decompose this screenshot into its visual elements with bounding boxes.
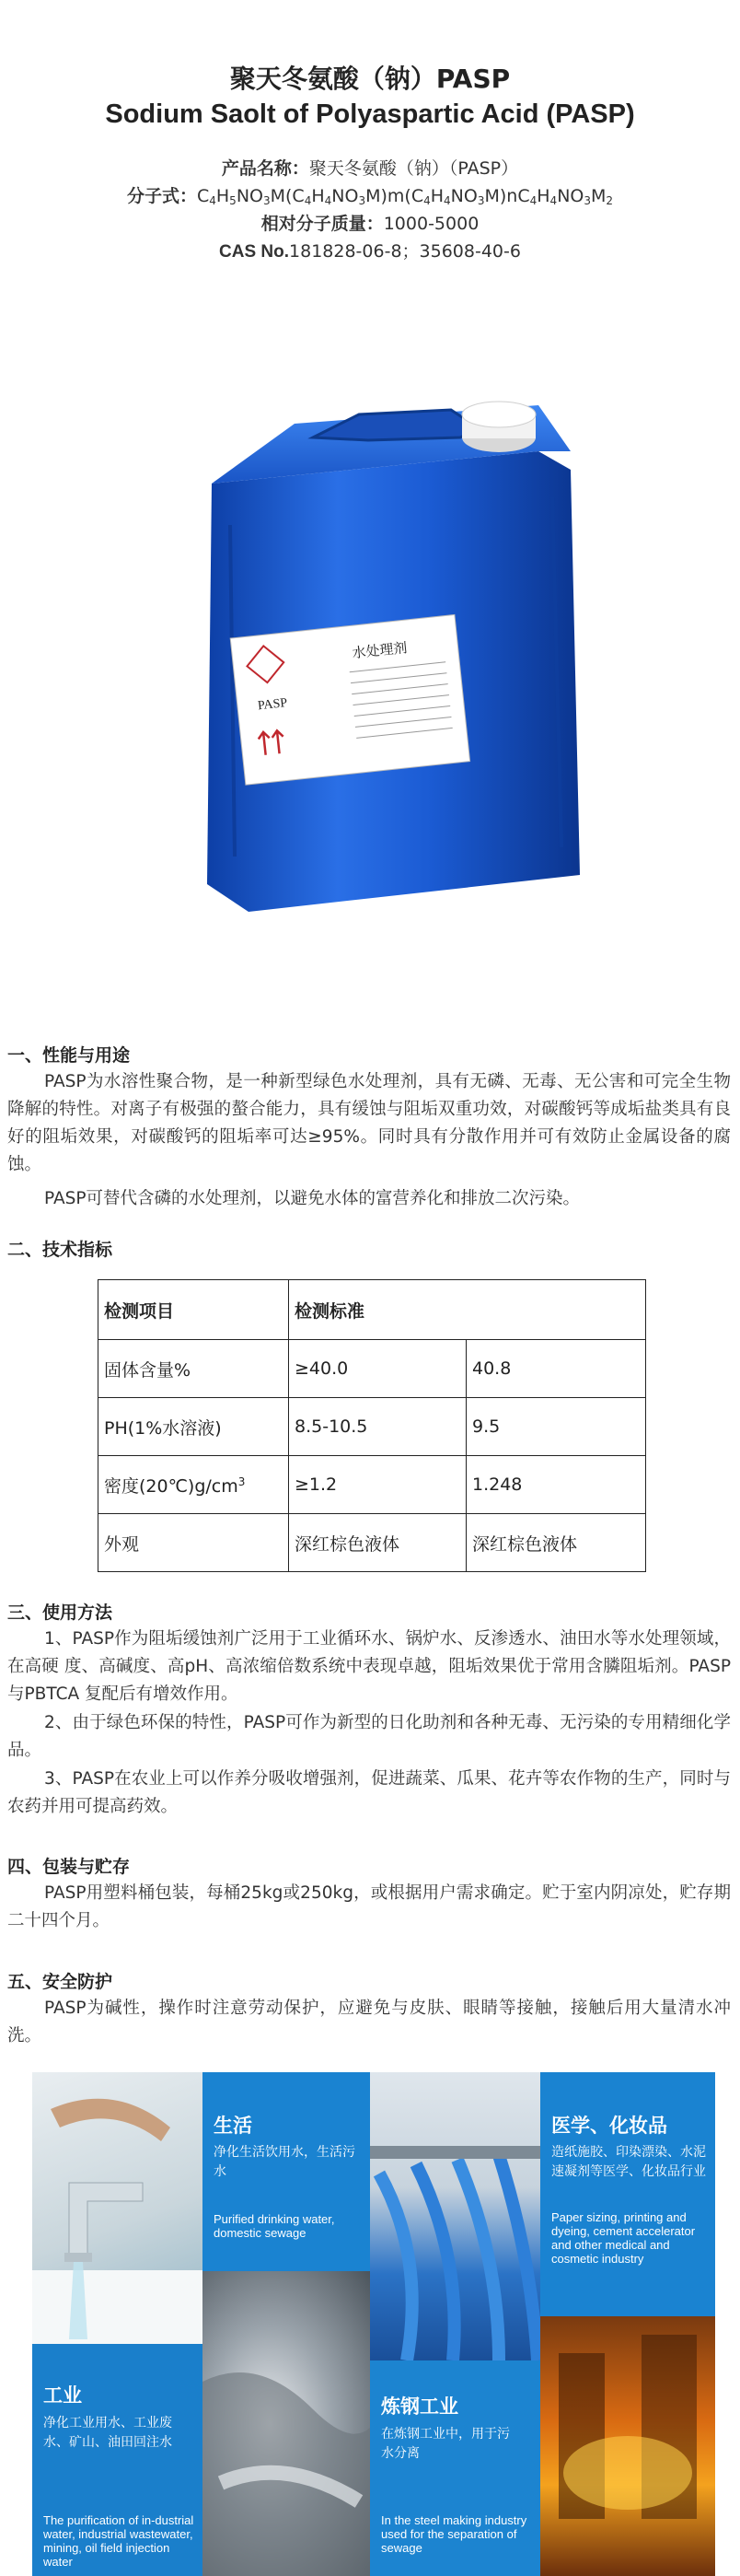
- section-title-usage: 三、使用方法: [7, 1603, 113, 1623]
- cas-value: 181828-06-8；35608-40-6: [289, 241, 521, 262]
- molecular-weight-line: [0, 210, 740, 235]
- industry-title: 工业: [43, 2384, 82, 2407]
- medical-cn-text: 造纸施胶、印染漂染、水泥速凝剂等医学、化妆品行业: [551, 2145, 706, 2179]
- cell-item: 外观: [98, 1514, 289, 1572]
- faucet-photo: [32, 2072, 202, 2344]
- formula-part: H: [311, 186, 325, 206]
- formula-subscript: 4: [304, 194, 312, 207]
- packaging-paragraph: [7, 1880, 731, 1935]
- formula-subscript: 4: [444, 194, 451, 207]
- faucet-illustration: [32, 2072, 202, 2344]
- formula-part: H: [430, 186, 445, 206]
- packaging-text: PASP用塑料桶包装，每桶25kg或250kg，或根据用户需求确定。贮于室内阴凉处，贮存期二十四个月。: [7, 1883, 731, 1930]
- steel-en-text: In the steel making industry used for the separation of sewage: [381, 2513, 527, 2555]
- formula-value: [197, 186, 613, 206]
- molecular-weight-value: 1000-5000: [383, 214, 480, 234]
- industry-cn-text: 净化工业用水、工业废水、矿山、油田回注水: [43, 2416, 172, 2450]
- formula-subscript: 4: [324, 194, 332, 207]
- drum-label: [230, 614, 469, 785]
- usage-paragraph-2: [7, 1709, 731, 1765]
- formula-part: H: [215, 186, 230, 206]
- spec-table-header: [98, 1280, 646, 1340]
- table-row: [98, 1340, 646, 1398]
- label-brand: PASP: [257, 696, 288, 714]
- usage-text-2: 2、由于绿色环保的特性，PASP可作为新型的日化助剂和各种无毒、无污染的专用精细化学品。: [7, 1713, 731, 1760]
- cell-result: 9.5: [467, 1398, 646, 1456]
- life-tile: [202, 2072, 370, 2271]
- formula-part: C: [196, 186, 210, 206]
- formula-subscript: 3: [477, 194, 485, 207]
- dyeing-photo: [370, 2072, 540, 2360]
- page-title-en: Sodium Saolt of Polyaspartic Acid (PASP): [105, 99, 635, 129]
- usage-text-3: 3、PASP在农业上可以作养分吸收增强剂，促进蔬菜、瓜果、花卉等农作物的生产，同时与农药并用可提高药效。: [7, 1769, 731, 1816]
- cell-result: 40.8: [467, 1340, 646, 1398]
- properties-text-2: PASP可替代含磷的水处理剂，以避免水体的富营养化和排放二次污染。: [44, 1189, 581, 1208]
- formula-part: NO: [236, 186, 263, 206]
- cell-standard: 深红棕色液体: [289, 1514, 467, 1572]
- section-title-safety: 五、安全防护: [7, 1972, 113, 1992]
- product-name-label: 产品名称：: [221, 158, 309, 179]
- industry-en-text: The purification of in-dustrial water, industrial wastewater, mining, oil field injection water: [43, 2513, 194, 2569]
- steel-illustration: [540, 2316, 715, 2576]
- cell-standard: ≥1.2: [289, 1456, 467, 1514]
- cell-item: PH(1%水溶液): [98, 1398, 289, 1456]
- formula-part: M)m(C: [365, 186, 424, 206]
- cell-item-sup: 3: [237, 1474, 246, 1488]
- industry-tile: [32, 2344, 202, 2576]
- product-name-line: [0, 155, 740, 180]
- molecular-weight-label: 相对分子质量：: [260, 214, 384, 234]
- formula-part: M: [591, 186, 607, 206]
- formula-part: M(C: [270, 186, 305, 206]
- usage-paragraph-1: [7, 1626, 731, 1708]
- formula-subscript: 4: [423, 194, 431, 207]
- cas-line: [0, 238, 740, 262]
- mining-photo: [202, 2271, 370, 2576]
- formula-subscript: 4: [549, 194, 558, 207]
- life-cn-text: 净化生活饮用水，生活污水: [214, 2145, 355, 2179]
- cell-item: [98, 1456, 289, 1514]
- usage-paragraph-3: [7, 1766, 731, 1821]
- steel-title: 炼钢工业: [381, 2395, 458, 2418]
- mining-illustration: [202, 2271, 370, 2576]
- formula-part: H: [537, 186, 550, 206]
- label-title: 水处理剂: [351, 639, 409, 662]
- table-row: [98, 1456, 646, 1514]
- medical-en-text: Paper sizing, printing and dyeing, cement accelerator and other medical and cosmetic industry: [551, 2210, 696, 2266]
- header-item: 检测项目: [98, 1280, 289, 1340]
- section-title-specs: 二、技术指标: [7, 1240, 113, 1260]
- formula-part: M)nC: [484, 186, 530, 206]
- formula-label: 分子式：: [126, 186, 197, 206]
- formula-subscript: 4: [529, 194, 538, 207]
- formula-subscript: 3: [358, 194, 366, 207]
- properties-paragraph-1: [7, 1068, 731, 1179]
- life-en-text: Purified drinking water, domestic sewage: [214, 2212, 335, 2240]
- header-standard: 检测标准: [289, 1280, 646, 1340]
- drum-handle: [313, 410, 479, 440]
- dyeing-illustration: [370, 2072, 540, 2360]
- application-banner: [32, 2072, 715, 2576]
- cell-item-text: 密度(20℃)g/cm: [104, 1475, 238, 1497]
- formula-part: NO: [557, 186, 584, 206]
- section-title-properties: 一、性能与用途: [7, 1045, 131, 1066]
- formula-part: NO: [450, 186, 478, 206]
- formula-subscript: 3: [584, 194, 591, 207]
- drum-cap-top: [462, 402, 536, 427]
- product-drum-image: [175, 396, 589, 930]
- safety-text: PASP为碱性，操作时注意劳动保护，应避免与皮肤、眼睛等接触，接触后用大量清水冲洗。: [7, 1999, 731, 2046]
- steel-photo: [540, 2316, 715, 2576]
- formula-subscript: 4: [209, 194, 216, 207]
- cell-item: 固体含量%: [98, 1340, 289, 1398]
- cas-label: CAS No.: [219, 242, 290, 262]
- formula-subscript: 3: [262, 194, 271, 207]
- properties-text-1: PASP为水溶性聚合物，是一种新型绿色水处理剂，具有无磷、无毒、无公害和可完全生物降解的特性。对离子有极强的螯合能力，具有缓蚀与阻垢双重功效，对碳酸钙等成垢盐类具有良好的阻垢效果，对碳酸钙的阻垢率可达≥95%。同时具有分散作用并可有效防止金属设备的腐蚀。: [7, 1072, 731, 1174]
- steel-cn-text: 在炼钢工业中，用于污水分离: [381, 2427, 510, 2461]
- usage-text-1: 1、PASP作为阻垢缓蚀剂广泛用于工业循环水、锅炉水、反渗透水、油田水等水处理领域，在高硬 度、高碱度、高pH、高浓缩倍数系统中表现卓越，阻垢效果优于常用含膦阻垢剂。PASP与PBTCA 复配后有增效作用。: [7, 1629, 731, 1704]
- steel-tile: [370, 2360, 540, 2576]
- cell-standard: 8.5-10.5: [289, 1398, 467, 1456]
- medical-tile: [540, 2072, 715, 2316]
- formula-subscript: 5: [229, 194, 237, 207]
- cell-result: 深红棕色液体: [467, 1514, 646, 1572]
- spec-table: [98, 1279, 646, 1572]
- formula-part: NO: [331, 186, 359, 206]
- formula-subscript: 2: [606, 194, 614, 207]
- product-name-value: 聚天冬氨酸（钠）（PASP）: [308, 158, 519, 179]
- safety-paragraph: [7, 1995, 731, 2050]
- table-row: [98, 1398, 646, 1456]
- section-title-packaging: 四、包装与贮存: [7, 1857, 131, 1877]
- cell-standard: ≥40.0: [289, 1340, 467, 1398]
- properties-paragraph-2: [7, 1185, 731, 1213]
- life-title: 生活: [214, 2115, 252, 2137]
- page-title-cn: 聚天冬氨酸（钠）PASP: [229, 64, 511, 94]
- formula-line: [0, 182, 740, 207]
- table-row: [98, 1514, 646, 1572]
- medical-title: 医学、化妆品: [551, 2115, 667, 2137]
- cell-result: 1.248: [467, 1456, 646, 1514]
